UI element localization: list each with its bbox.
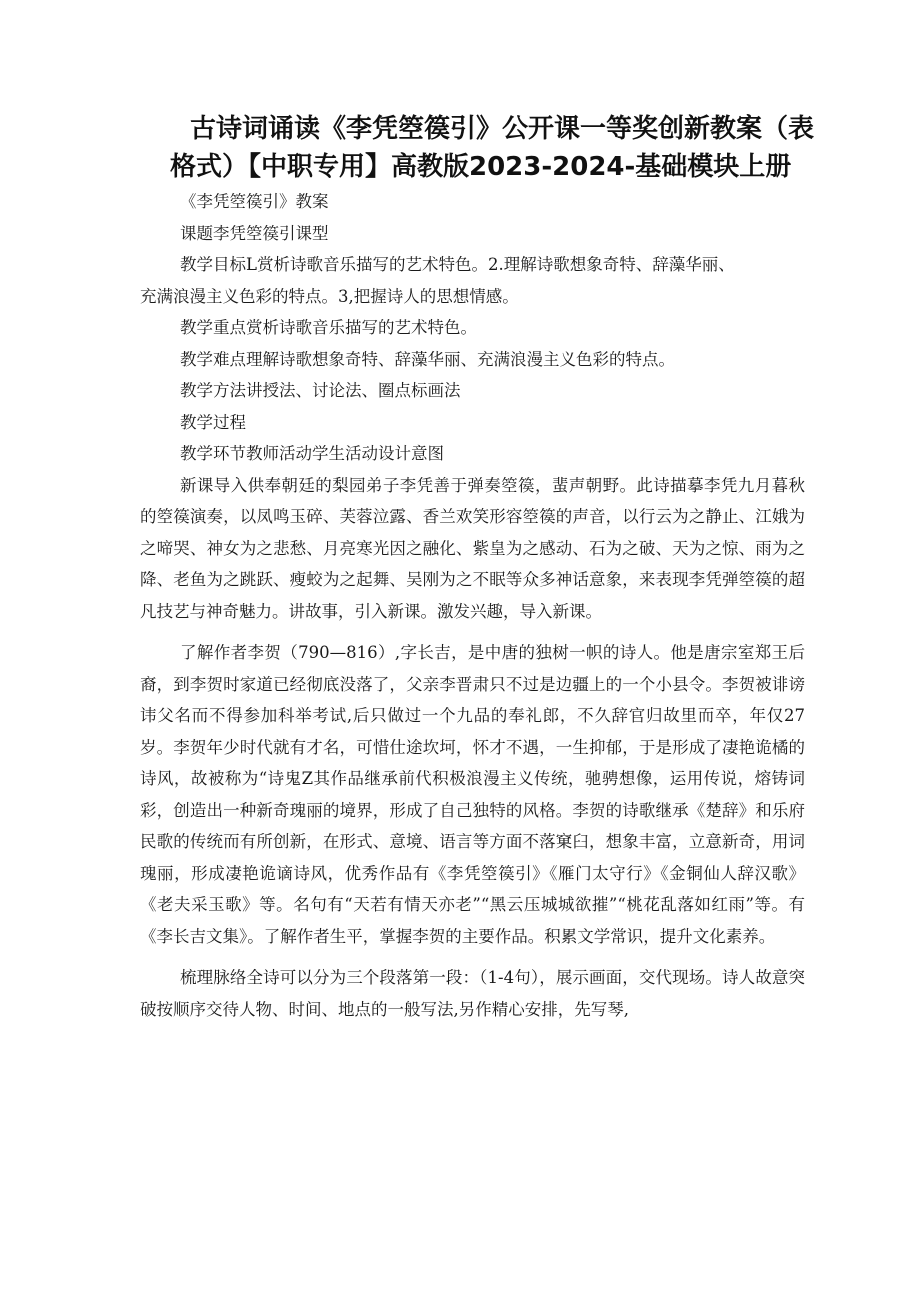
author-paragraph: 了解作者李贺（790—816）,字长吉，是中唐的独树一帜的诗人。他是唐宗室郑王后裔，到李贺时家道已经彻底没落了，父亲李晋肃只不过是边疆上的一个小县令。李贺被诽谤讳父名而不得参加科举考试,后只做过一个九品的奉礼郎，不久辞官归故里而卒，年仅27岁。李贺年少时代就有才名，可惜仕途坎坷，怀才不遇，一生抑郁，于是形成了凄艳诡橘的诗风，故被称为“诗鬼Z其作品继承前代积极浪漫主义传统，驰骋想像，运用传说，熔铸词彩，创造出一种新奇瑰丽的境界，形成了自己独特的风格。李贺的诗歌继承《楚辞》和乐府民歌的传统而有所创新，在形式、意境、语言等方面不落窠臼，想象丰富，立意新奇，用词瑰丽，形成凄艳诡谪诗风，优秀作品有《李凭箜篌引》《雁门太守行》《金铜仙人辞汉歌》《老夫采玉歌》等。名句有“天若有情天亦老”“黑云压城城欲摧”“桃花乱落如红雨”等。有《李长吉文集》。了解作者生平，掌握李贺的主要作品。积累文学常识，提升文化素养。 xyxy=(140,643,805,946)
document-title-line-1: 古诗词诵读《李凭箜篌引》公开课一等奖创新教案（表 xyxy=(190,114,815,144)
topic-line: 课题李凭箜篌引课型 xyxy=(180,223,329,243)
document-title xyxy=(170,110,820,186)
objectives-line-2: 充满浪漫主义色彩的特点。3,把握诗人的思想情感。 xyxy=(140,286,519,306)
structure-paragraph: 梳理脉络全诗可以分为三个段落第一段：（1-4句），展示画面，交代现场。诗人故意突破按顺序交待人物、时间、地点的一般写法,另作精心安排，先写琴, xyxy=(140,968,805,1019)
difficulty-line: 教学难点理解诗歌想象奇特、辞藻华丽、充满浪漫主义色彩的特点。 xyxy=(180,349,675,369)
document-body xyxy=(140,186,805,1025)
doc-name-line: 《李凭箜篌引》教案 xyxy=(180,192,329,211)
method-line: 教学方法讲授法、讨论法、圈点标画法 xyxy=(180,381,461,400)
key-point-line: 教学重点赏析诗歌音乐描写的艺术特色。 xyxy=(180,318,477,337)
intro-paragraph: 新课导入供奉朝廷的梨园弟子李凭善于弹奏箜篌，蜚声朝野。此诗描摹李凭九月暮秋的箜篌演奏，以凤鸣玉碎、芙蓉泣露、香兰欢笑形容箜篌的声音，以行云为之静止、江娥为之啼哭、神女为之悲愁、月亮寒光因之融化、紫皇为之感动、石为之破、天为之惊、雨为之降、老鱼为之跳跃、瘦蛟为之起舞、吴刚为之不眠等众多神话意象，来表现李凭弹箜篌的超凡技艺与神奇魅力。讲故事，引入新课。激发兴趣，导入新课。 xyxy=(140,475,805,621)
objectives-line-1: 教学目标L赏析诗歌音乐描写的艺术特色。2.理解诗歌想象奇特、辞藻华丽、 xyxy=(180,255,735,274)
document-title-line-2: 格式）【中职专用】高教版2023-2024-基础模块上册 xyxy=(170,152,792,182)
paragraph-gap xyxy=(140,952,805,962)
process-line: 教学过程 xyxy=(180,412,246,432)
table-header-line: 教学环节教师活动学生活动设计意图 xyxy=(180,444,444,463)
paragraph-gap xyxy=(140,627,805,637)
